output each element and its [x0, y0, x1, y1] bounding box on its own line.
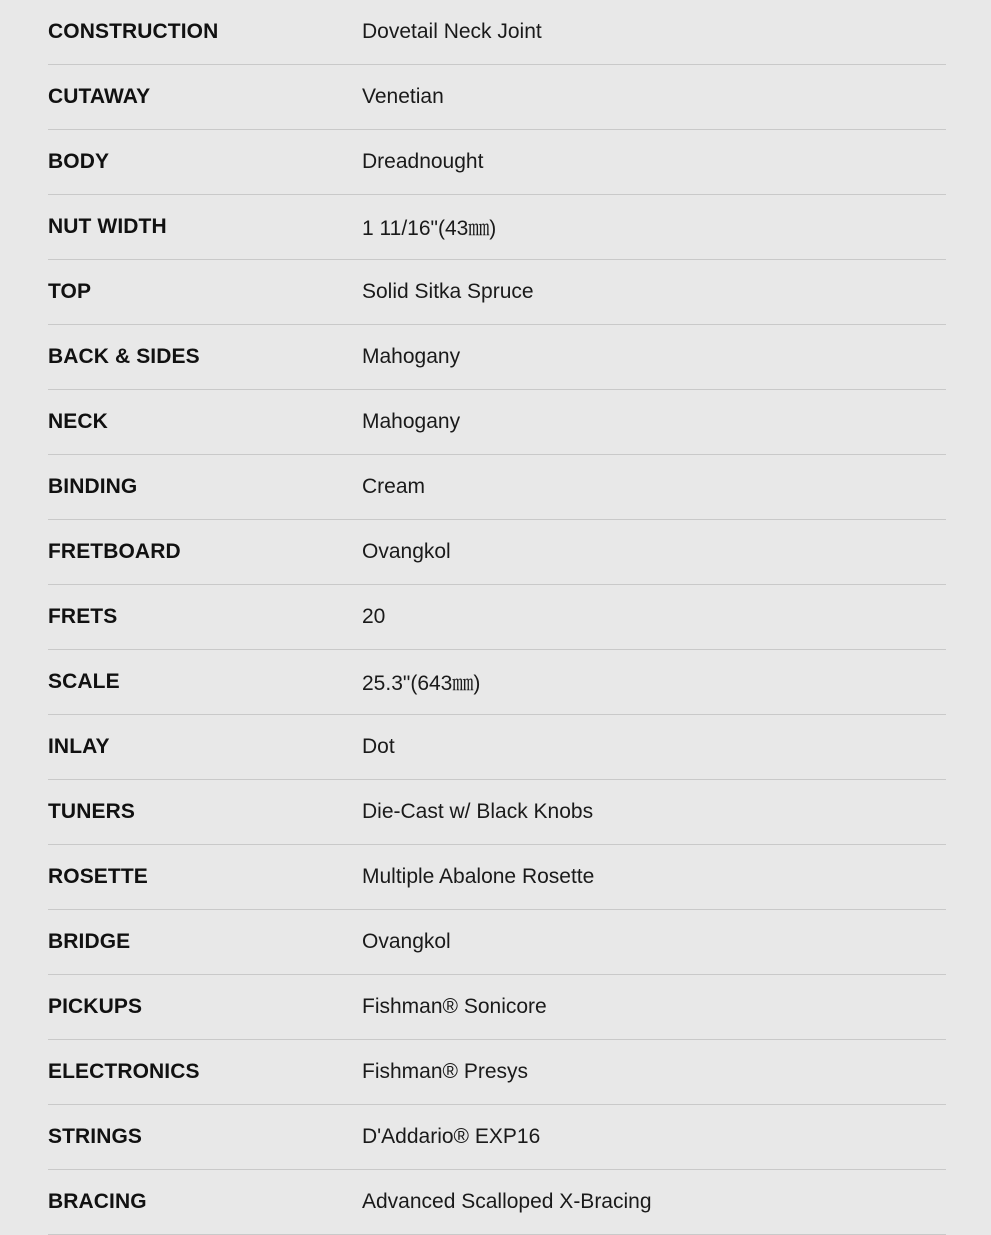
spec-value: Dovetail Neck Joint [362, 20, 542, 43]
spec-value: 25.3"(643㎜) [362, 672, 481, 695]
spec-label: NECK [48, 410, 108, 433]
spec-row-top [48, 260, 946, 325]
spec-label: BRIDGE [48, 930, 131, 953]
spec-row-construction [48, 0, 946, 65]
spec-row-pickups [48, 975, 946, 1040]
spec-label: INLAY [48, 735, 110, 758]
spec-value: Mahogany [362, 410, 461, 433]
spec-value: 20 [362, 605, 386, 628]
spec-value: Venetian [362, 85, 444, 108]
spec-value: Mahogany [362, 345, 461, 368]
spec-label: CONSTRUCTION [48, 20, 219, 43]
spec-value: Ovangkol [362, 540, 451, 563]
spec-label: STRINGS [48, 1125, 143, 1148]
spec-value: Fishman® Presys [362, 1060, 529, 1083]
spec-row-back-sides [48, 325, 946, 390]
spec-value: Cream [362, 475, 426, 498]
spec-row-inlay [48, 715, 946, 780]
spec-label: ROSETTE [48, 865, 148, 888]
spec-row-strings [48, 1105, 946, 1170]
spec-value: Fishman® Sonicore [362, 995, 547, 1018]
spec-row-body [48, 130, 946, 195]
spec-label: BODY [48, 150, 110, 173]
spec-label: ELECTRONICS [48, 1060, 200, 1083]
spec-value: Solid Sitka Spruce [362, 280, 534, 303]
spec-label: TOP [48, 280, 92, 303]
spec-row-tuners [48, 780, 946, 845]
spec-row-nut-width [48, 195, 946, 260]
spec-value: Multiple Abalone Rosette [362, 865, 595, 888]
spec-label: BINDING [48, 475, 138, 498]
spec-row-electronics [48, 1040, 946, 1105]
spec-value: 1 11/16"(43㎜) [362, 217, 497, 240]
spec-label: SCALE [48, 670, 120, 693]
spec-value: Dreadnought [362, 150, 484, 173]
spec-row-bracing [48, 1170, 946, 1235]
spec-row-bridge [48, 910, 946, 975]
spec-row-fretboard [48, 520, 946, 585]
spec-row-scale [48, 650, 946, 715]
spec-row-rosette [48, 845, 946, 910]
spec-value: D'Addario® EXP16 [362, 1125, 541, 1148]
spec-label: FRETBOARD [48, 540, 181, 563]
spec-value: Dot [362, 735, 395, 758]
spec-value: Advanced Scalloped X-Bracing [362, 1190, 652, 1213]
spec-value: Ovangkol [362, 930, 451, 953]
spec-label: NUT WIDTH [48, 215, 167, 238]
spec-row-frets [48, 585, 946, 650]
spec-label: TUNERS [48, 800, 135, 823]
spec-label: BACK & SIDES [48, 345, 200, 368]
spec-row-binding [48, 455, 946, 520]
spec-label: PICKUPS [48, 995, 143, 1018]
spec-table [48, 0, 946, 1235]
spec-label: FRETS [48, 605, 118, 628]
spec-row-cutaway [48, 65, 946, 130]
spec-value: Die-Cast w/ Black Knobs [362, 800, 594, 823]
spec-label: CUTAWAY [48, 85, 151, 108]
spec-label: BRACING [48, 1190, 147, 1213]
spec-row-neck [48, 390, 946, 455]
